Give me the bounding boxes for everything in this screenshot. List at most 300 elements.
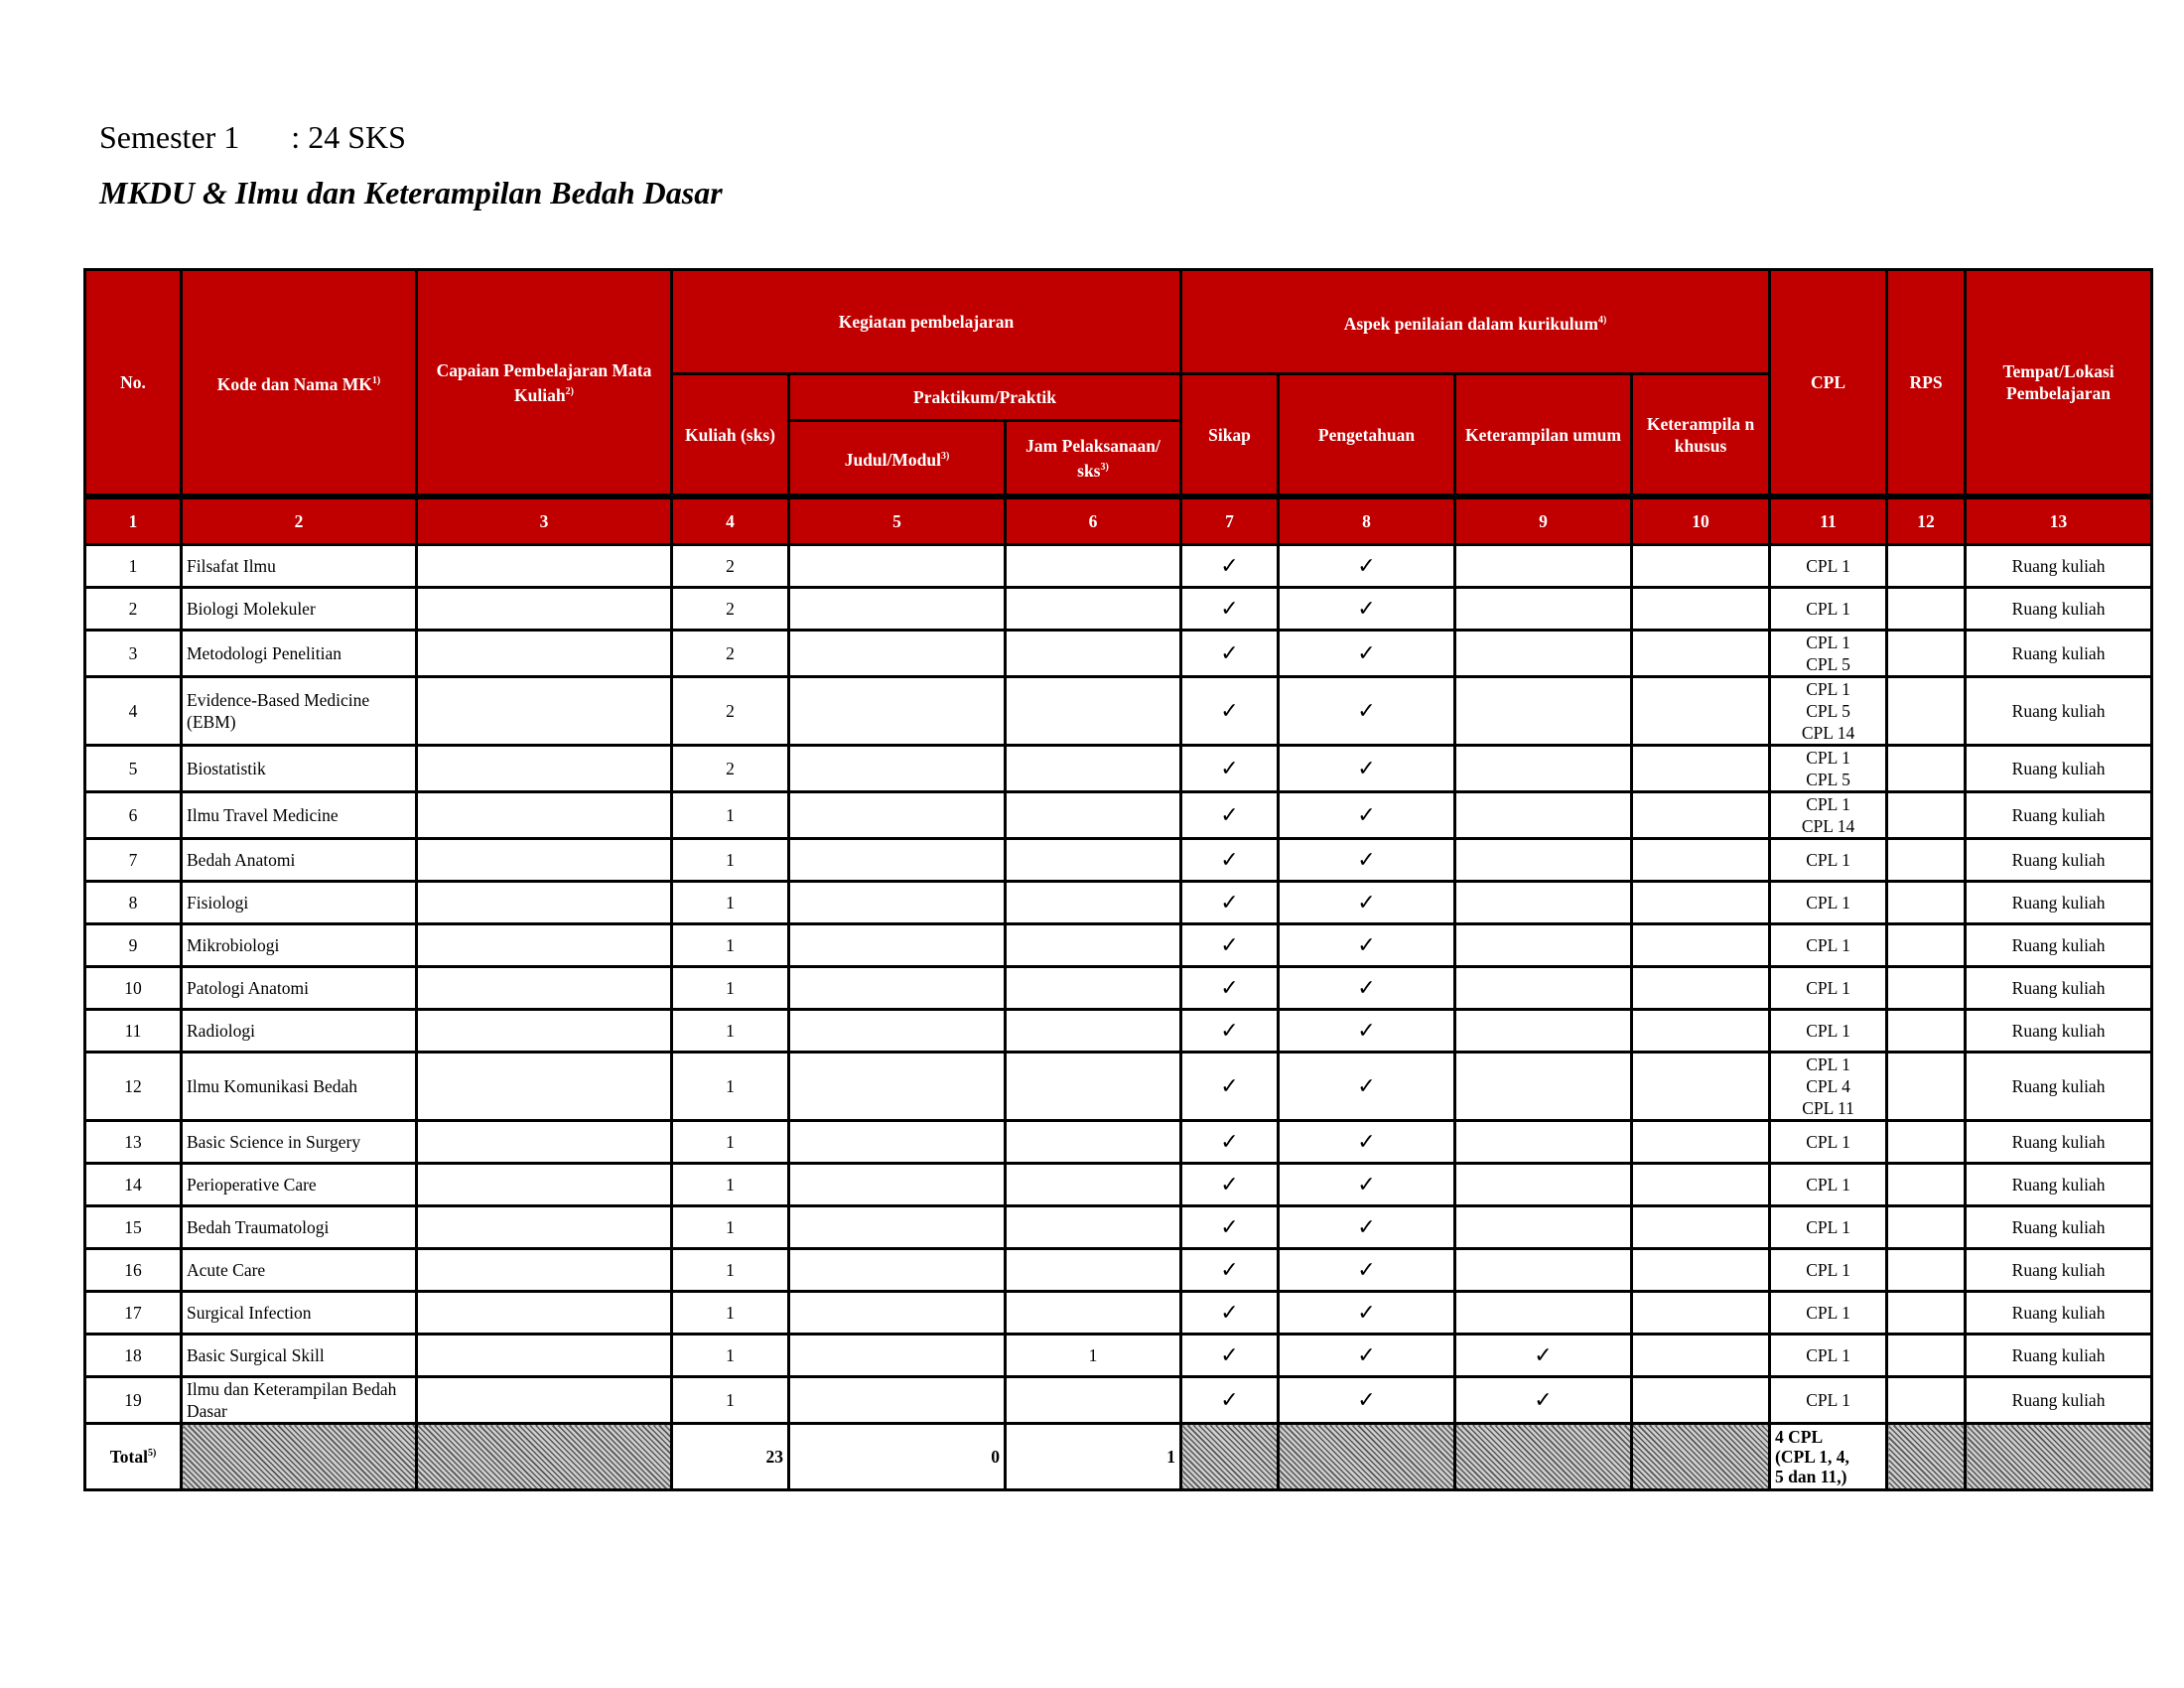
cpl-cell — [1770, 677, 1887, 746]
table-row — [85, 545, 2152, 588]
judul-modul-cell — [789, 631, 1006, 677]
keterampilan-umum-cell — [1455, 1053, 1632, 1121]
course-name: Ilmu Travel Medicine — [182, 792, 417, 839]
pengetahuan-cell — [1279, 1249, 1455, 1292]
rps-cell — [1887, 839, 1966, 882]
sikap-cell — [1181, 1206, 1279, 1249]
semester-sks: : 24 SKS — [291, 119, 406, 155]
cpl-item: CPL 1 — [1806, 1345, 1850, 1365]
kuliah-sks: 2 — [672, 545, 789, 588]
keterampilan-khusus-cell — [1632, 967, 1770, 1010]
page-subtitle: MKDU & Ilmu dan Keterampilan Bedah Dasar — [99, 175, 723, 211]
check-icon: ✓ — [1220, 1300, 1239, 1325]
cpl-item: CPL 1 — [1806, 599, 1850, 619]
cpl-cell — [1770, 746, 1887, 792]
course-name: Biologi Molekuler — [182, 588, 417, 631]
kuliah-sks: 2 — [672, 631, 789, 677]
header-keterampilan-umum: Keterampilan umum — [1455, 374, 1632, 497]
rps-cell — [1887, 1377, 1966, 1424]
sikap-cell — [1181, 1377, 1279, 1424]
pengetahuan-cell — [1279, 1335, 1455, 1377]
cpl-item: CPL 14 — [1801, 816, 1855, 836]
row-number: 18 — [85, 1335, 182, 1377]
rps-cell — [1887, 967, 1966, 1010]
check-icon: ✓ — [1357, 975, 1376, 1000]
keterampilan-khusus-cell — [1632, 1010, 1770, 1053]
judul-modul-cell — [789, 1335, 1006, 1377]
column-number: 1 — [85, 496, 182, 545]
pengetahuan-cell — [1279, 1292, 1455, 1335]
keterampilan-khusus-cell — [1632, 1164, 1770, 1206]
kuliah-sks: 2 — [672, 746, 789, 792]
table-row — [85, 1249, 2152, 1292]
tempat-cell: Ruang kuliah — [1966, 677, 2152, 746]
row-number: 12 — [85, 1053, 182, 1121]
cpl-item: CPL 1 — [1806, 1390, 1850, 1410]
check-icon: ✓ — [1220, 698, 1239, 723]
keterampilan-umum-cell — [1455, 1206, 1632, 1249]
kuliah-sks: 1 — [672, 1377, 789, 1424]
rps-cell — [1887, 924, 1966, 967]
hatched-cell — [1887, 1424, 1966, 1490]
curriculum-table — [83, 268, 2153, 1491]
kuliah-sks: 1 — [672, 882, 789, 924]
kuliah-sks: 2 — [672, 588, 789, 631]
pengetahuan-cell — [1279, 792, 1455, 839]
course-name: Filsafat Ilmu — [182, 545, 417, 588]
capaian-cell — [417, 1053, 672, 1121]
keterampilan-khusus-cell — [1632, 1121, 1770, 1164]
cpl-item: CPL 1 — [1806, 1303, 1850, 1323]
check-icon: ✓ — [1220, 1073, 1239, 1098]
kuliah-sks: 1 — [672, 1249, 789, 1292]
keterampilan-khusus-cell — [1632, 839, 1770, 882]
check-icon: ✓ — [1220, 1342, 1239, 1367]
check-icon: ✓ — [1220, 1018, 1239, 1043]
header-kode-nama: Kode dan Nama MK$^{1)}$ — [182, 270, 417, 497]
cpl-cell — [1770, 631, 1887, 677]
jam-pelaksanaan — [1006, 1206, 1181, 1249]
cpl-item: CPL 5 — [1806, 654, 1850, 674]
table-row — [85, 588, 2152, 631]
column-number: 11 — [1770, 496, 1887, 545]
pengetahuan-cell — [1279, 839, 1455, 882]
header-tempat: Tempat/Lokasi Pembelajaran — [1966, 270, 2152, 497]
row-number: 10 — [85, 967, 182, 1010]
pengetahuan-cell — [1279, 746, 1455, 792]
jam-pelaksanaan — [1006, 882, 1181, 924]
course-name: Patologi Anatomi — [182, 967, 417, 1010]
keterampilan-khusus-cell — [1632, 1377, 1770, 1424]
keterampilan-khusus-cell — [1632, 1206, 1770, 1249]
rps-cell — [1887, 792, 1966, 839]
keterampilan-khusus-cell — [1632, 677, 1770, 746]
tempat-cell: Ruang kuliah — [1966, 1206, 2152, 1249]
check-icon: ✓ — [1220, 890, 1239, 914]
column-number: 4 — [672, 496, 789, 545]
judul-modul-cell — [789, 588, 1006, 631]
cpl-item: CPL 1 — [1806, 556, 1850, 576]
semester-label: Semester 1 — [99, 119, 240, 155]
keterampilan-umum-cell — [1455, 792, 1632, 839]
course-name: Evidence-Based Medicine (EBM) — [182, 677, 417, 746]
cpl-cell — [1770, 588, 1887, 631]
keterampilan-umum-cell — [1455, 839, 1632, 882]
tempat-cell: Ruang kuliah — [1966, 631, 2152, 677]
total-cpl — [1770, 1424, 1887, 1490]
cpl-item: CPL 1 — [1806, 893, 1850, 913]
kuliah-sks: 2 — [672, 677, 789, 746]
column-number-row — [85, 496, 2152, 545]
pengetahuan-cell — [1279, 588, 1455, 631]
row-number: 1 — [85, 545, 182, 588]
cpl-cell — [1770, 1335, 1887, 1377]
total-label: Total$^{5)}$ — [85, 1424, 182, 1490]
cpl-item: CPL 1 — [1806, 633, 1850, 652]
cpl-item: CPL 1 — [1806, 1260, 1850, 1280]
course-rows — [85, 545, 2152, 1424]
sikap-cell — [1181, 967, 1279, 1010]
capaian-cell — [417, 1121, 672, 1164]
judul-modul-cell — [789, 746, 1006, 792]
cpl-item: CPL 1 — [1806, 1175, 1850, 1195]
check-icon: ✓ — [1220, 975, 1239, 1000]
judul-modul-cell — [789, 1164, 1006, 1206]
header-capaian: Capaian Pembelajaran Mata Kuliah$^{2)}$ — [417, 270, 672, 497]
column-number: 2 — [182, 496, 417, 545]
kuliah-sks: 1 — [672, 1164, 789, 1206]
sikap-cell — [1181, 1164, 1279, 1206]
sikap-cell — [1181, 1010, 1279, 1053]
cpl-cell — [1770, 1164, 1887, 1206]
column-number: 7 — [1181, 496, 1279, 545]
cpl-item: CPL 1 — [1806, 679, 1850, 699]
tempat-cell: Ruang kuliah — [1966, 1053, 2152, 1121]
cpl-item: CPL 1 — [1806, 850, 1850, 870]
row-number: 6 — [85, 792, 182, 839]
check-icon: ✓ — [1357, 553, 1376, 578]
check-icon: ✓ — [1534, 1342, 1553, 1367]
rps-cell — [1887, 1010, 1966, 1053]
table-row — [85, 1335, 2152, 1377]
capaian-cell — [417, 1164, 672, 1206]
capaian-cell — [417, 792, 672, 839]
sikap-cell — [1181, 924, 1279, 967]
jam-pelaksanaan — [1006, 1249, 1181, 1292]
judul-modul-cell — [789, 792, 1006, 839]
pengetahuan-cell — [1279, 1206, 1455, 1249]
column-number: 13 — [1966, 496, 2152, 545]
rps-cell — [1887, 1053, 1966, 1121]
course-name: Perioperative Care — [182, 1164, 417, 1206]
check-icon: ✓ — [1220, 847, 1239, 872]
jam-pelaksanaan — [1006, 1053, 1181, 1121]
check-icon: ✓ — [1357, 1214, 1376, 1239]
judul-modul-cell — [789, 1249, 1006, 1292]
capaian-cell — [417, 967, 672, 1010]
sikap-cell — [1181, 1292, 1279, 1335]
hatched-cell — [1632, 1424, 1770, 1490]
hatched-cell — [1966, 1424, 2152, 1490]
rps-cell — [1887, 545, 1966, 588]
row-number: 16 — [85, 1249, 182, 1292]
course-name: Acute Care — [182, 1249, 417, 1292]
jam-pelaksanaan — [1006, 1164, 1181, 1206]
check-icon: ✓ — [1357, 1387, 1376, 1412]
course-name: Surgical Infection — [182, 1292, 417, 1335]
check-icon: ✓ — [1357, 1257, 1376, 1282]
tempat-cell: Ruang kuliah — [1966, 746, 2152, 792]
kuliah-sks: 1 — [672, 839, 789, 882]
check-icon: ✓ — [1357, 802, 1376, 827]
cpl-cell — [1770, 1249, 1887, 1292]
cpl-item: CPL 1 — [1806, 1021, 1850, 1041]
cpl-cell — [1770, 792, 1887, 839]
cpl-cell — [1770, 967, 1887, 1010]
sikap-cell — [1181, 882, 1279, 924]
column-number: 10 — [1632, 496, 1770, 545]
tempat-cell: Ruang kuliah — [1966, 1292, 2152, 1335]
sikap-cell — [1181, 1053, 1279, 1121]
cpl-cell — [1770, 839, 1887, 882]
header-kuliah: Kuliah (sks) — [672, 374, 789, 497]
keterampilan-umum-cell — [1455, 1335, 1632, 1377]
table-row — [85, 839, 2152, 882]
tempat-cell: Ruang kuliah — [1966, 1121, 2152, 1164]
header-jam-pelaksanaan: Jam Pelaksanaan/ sks$^{3)}$ — [1006, 421, 1181, 497]
keterampilan-umum-cell — [1455, 1249, 1632, 1292]
sikap-cell — [1181, 1121, 1279, 1164]
judul-modul-cell — [789, 545, 1006, 588]
sikap-cell — [1181, 545, 1279, 588]
cpl-item: CPL 1 — [1806, 1132, 1850, 1152]
row-number: 14 — [85, 1164, 182, 1206]
hatched-cell — [1181, 1424, 1279, 1490]
cpl-item: CPL 11 — [1802, 1098, 1854, 1118]
table-row — [85, 967, 2152, 1010]
judul-modul-cell — [789, 967, 1006, 1010]
rps-cell — [1887, 746, 1966, 792]
course-name: Bedah Traumatologi — [182, 1206, 417, 1249]
tempat-cell: Ruang kuliah — [1966, 588, 2152, 631]
cpl-item: CPL 5 — [1806, 770, 1850, 789]
judul-modul-cell — [789, 1053, 1006, 1121]
row-number: 3 — [85, 631, 182, 677]
tempat-cell: Ruang kuliah — [1966, 924, 2152, 967]
check-icon: ✓ — [1357, 1018, 1376, 1043]
kuliah-sks: 1 — [672, 1335, 789, 1377]
check-icon: ✓ — [1220, 1257, 1239, 1282]
keterampilan-umum-cell — [1455, 1121, 1632, 1164]
keterampilan-umum-cell — [1455, 545, 1632, 588]
capaian-cell — [417, 1249, 672, 1292]
keterampilan-khusus-cell — [1632, 588, 1770, 631]
kuliah-sks: 1 — [672, 1121, 789, 1164]
rps-cell — [1887, 1164, 1966, 1206]
course-name: Radiologi — [182, 1010, 417, 1053]
keterampilan-khusus-cell — [1632, 924, 1770, 967]
tempat-cell: Ruang kuliah — [1966, 1377, 2152, 1424]
jam-pelaksanaan — [1006, 792, 1181, 839]
cpl-item: CPL 1 — [1806, 748, 1850, 768]
check-icon: ✓ — [1357, 1172, 1376, 1196]
table-row — [85, 924, 2152, 967]
jam-pelaksanaan — [1006, 924, 1181, 967]
pengetahuan-cell — [1279, 1053, 1455, 1121]
sikap-cell — [1181, 839, 1279, 882]
kuliah-sks: 1 — [672, 1206, 789, 1249]
total-row — [85, 1424, 2152, 1490]
pengetahuan-cell — [1279, 1377, 1455, 1424]
course-name: Ilmu Komunikasi Bedah — [182, 1053, 417, 1121]
jam-pelaksanaan — [1006, 1292, 1181, 1335]
keterampilan-khusus-cell — [1632, 1249, 1770, 1292]
keterampilan-umum-cell — [1455, 631, 1632, 677]
column-number: 8 — [1279, 496, 1455, 545]
table-row — [85, 1292, 2152, 1335]
judul-modul-cell — [789, 882, 1006, 924]
check-icon: ✓ — [1220, 596, 1239, 621]
sikap-cell — [1181, 792, 1279, 839]
jam-pelaksanaan — [1006, 588, 1181, 631]
table-row — [85, 1053, 2152, 1121]
jam-pelaksanaan — [1006, 839, 1181, 882]
pengetahuan-cell — [1279, 924, 1455, 967]
check-icon: ✓ — [1357, 596, 1376, 621]
row-number: 17 — [85, 1292, 182, 1335]
capaian-cell — [417, 924, 672, 967]
row-number: 7 — [85, 839, 182, 882]
total-cpl-line: (CPL 1, 4, — [1775, 1447, 1849, 1467]
row-number: 8 — [85, 882, 182, 924]
cpl-cell — [1770, 1206, 1887, 1249]
table-row — [85, 1121, 2152, 1164]
semester-heading — [99, 119, 406, 156]
row-number: 4 — [85, 677, 182, 746]
jam-pelaksanaan — [1006, 677, 1181, 746]
header-keterampilan-khusus: Keterampila n khusus — [1632, 374, 1770, 497]
jam-pelaksanaan — [1006, 545, 1181, 588]
jam-pelaksanaan — [1006, 631, 1181, 677]
hatched-cell — [417, 1424, 672, 1490]
row-number: 13 — [85, 1121, 182, 1164]
keterampilan-umum-cell — [1455, 1292, 1632, 1335]
cpl-cell — [1770, 882, 1887, 924]
keterampilan-umum-cell — [1455, 677, 1632, 746]
sikap-cell — [1181, 677, 1279, 746]
tempat-cell: Ruang kuliah — [1966, 1164, 2152, 1206]
kuliah-sks: 1 — [672, 924, 789, 967]
pengetahuan-cell — [1279, 967, 1455, 1010]
judul-modul-cell — [789, 1010, 1006, 1053]
course-name: Metodologi Penelitian — [182, 631, 417, 677]
capaian-cell — [417, 839, 672, 882]
check-icon: ✓ — [1357, 932, 1376, 957]
check-icon: ✓ — [1220, 802, 1239, 827]
header-aspek: Aspek penilaian dalam kurikulum$^{4)}$ — [1181, 270, 1770, 374]
judul-modul-cell — [789, 1206, 1006, 1249]
cpl-cell — [1770, 1053, 1887, 1121]
rps-cell — [1887, 882, 1966, 924]
rps-cell — [1887, 1121, 1966, 1164]
course-name: Mikrobiologi — [182, 924, 417, 967]
jam-pelaksanaan — [1006, 1377, 1181, 1424]
column-number: 9 — [1455, 496, 1632, 545]
capaian-cell — [417, 1335, 672, 1377]
header-cpl: CPL — [1770, 270, 1887, 497]
check-icon: ✓ — [1220, 1129, 1239, 1154]
rps-cell — [1887, 1206, 1966, 1249]
column-number: 12 — [1887, 496, 1966, 545]
header-rps: RPS — [1887, 270, 1966, 497]
table-row — [85, 882, 2152, 924]
keterampilan-khusus-cell — [1632, 746, 1770, 792]
check-icon: ✓ — [1357, 640, 1376, 665]
header-judul-modul: Judul/Modul$^{3)}$ — [789, 421, 1006, 497]
tempat-cell: Ruang kuliah — [1966, 839, 2152, 882]
keterampilan-umum-cell — [1455, 1164, 1632, 1206]
keterampilan-khusus-cell — [1632, 1053, 1770, 1121]
cpl-item: CPL 1 — [1806, 794, 1850, 814]
capaian-cell — [417, 1292, 672, 1335]
kuliah-sks: 1 — [672, 1010, 789, 1053]
tempat-cell: Ruang kuliah — [1966, 1010, 2152, 1053]
column-number: 6 — [1006, 496, 1181, 545]
capaian-cell — [417, 882, 672, 924]
table-row — [85, 1010, 2152, 1053]
check-icon: ✓ — [1357, 847, 1376, 872]
row-number: 15 — [85, 1206, 182, 1249]
keterampilan-khusus-cell — [1632, 545, 1770, 588]
keterampilan-umum-cell — [1455, 1010, 1632, 1053]
keterampilan-khusus-cell — [1632, 631, 1770, 677]
sikap-cell — [1181, 1335, 1279, 1377]
judul-modul-cell — [789, 924, 1006, 967]
jam-pelaksanaan — [1006, 746, 1181, 792]
check-icon: ✓ — [1534, 1387, 1553, 1412]
tempat-cell: Ruang kuliah — [1966, 1249, 2152, 1292]
check-icon: ✓ — [1220, 1387, 1239, 1412]
capaian-cell — [417, 588, 672, 631]
header-sikap: Sikap — [1181, 374, 1279, 497]
pengetahuan-cell — [1279, 545, 1455, 588]
keterampilan-umum-cell — [1455, 588, 1632, 631]
pengetahuan-cell — [1279, 882, 1455, 924]
judul-modul-cell — [789, 1121, 1006, 1164]
row-number: 11 — [85, 1010, 182, 1053]
judul-modul-cell — [789, 1292, 1006, 1335]
keterampilan-khusus-cell — [1632, 1335, 1770, 1377]
keterampilan-umum-cell — [1455, 967, 1632, 1010]
capaian-cell — [417, 1377, 672, 1424]
cpl-item: CPL 4 — [1806, 1076, 1850, 1096]
check-icon: ✓ — [1220, 932, 1239, 957]
table-row — [85, 746, 2152, 792]
table-row — [85, 1377, 2152, 1424]
course-name: Fisiologi — [182, 882, 417, 924]
keterampilan-umum-cell — [1455, 924, 1632, 967]
cpl-item: CPL 1 — [1806, 1217, 1850, 1237]
check-icon: ✓ — [1357, 1129, 1376, 1154]
header-pengetahuan: Pengetahuan — [1279, 374, 1455, 497]
total-cpl-line: 4 CPL — [1775, 1427, 1824, 1447]
kuliah-sks: 1 — [672, 1053, 789, 1121]
judul-modul-cell — [789, 1377, 1006, 1424]
course-name: Bedah Anatomi — [182, 839, 417, 882]
check-icon: ✓ — [1357, 1073, 1376, 1098]
rps-cell — [1887, 1249, 1966, 1292]
column-number: 3 — [417, 496, 672, 545]
